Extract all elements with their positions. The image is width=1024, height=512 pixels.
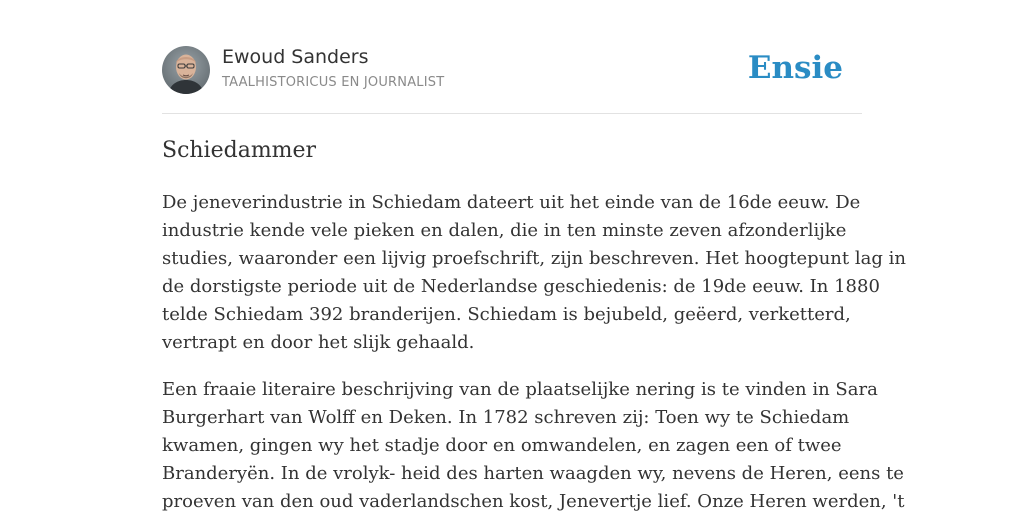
paragraph-line: kwamen, gingen wy het stadje door en omwandelen, en zagen een of twee [162, 435, 842, 456]
paragraph-line: Burgerhart van Wolff en Deken. In 1782 schreven zij: Toen wy te Schiedam [162, 407, 850, 428]
paragraph-line: Branderyën. In de vrolyk- heid des harten waagden wy, nevens de Heren, eens te [162, 463, 904, 484]
paragraph-line: De jeneverindustrie in Schiedam dateert uit het einde van de 16de eeuw. De [162, 192, 861, 213]
paragraph-line: proeven van den oud vaderlandschen kost, Jenevertje lief. Onze Heren werden, 't [162, 491, 905, 512]
paragraph-line: Een fraaie literaire beschrijving van de plaatselijke nering is te vinden in Sara [162, 379, 878, 400]
author-role: TAALHISTORICUS EN JOURNALIST [222, 75, 445, 90]
paragraph-line: de dorstigste periode uit de Nederlandse geschiedenis: de 19de eeuw. In 1880 [162, 276, 880, 297]
article-paragraph [162, 376, 905, 512]
portrait-icon [162, 46, 210, 94]
article-header [162, 0, 862, 114]
author-avatar[interactable] [162, 46, 210, 94]
article-card [162, 0, 906, 512]
paragraph-line: studies, waaronder een lijvig proefschrift, zijn beschreven. Het hoogtepunt lag in [162, 248, 906, 269]
article-body [162, 189, 906, 512]
paragraph-line: vertrapt en door het slijk gehaald. [162, 332, 475, 353]
article-paragraph [162, 189, 906, 357]
article-title: Schiedammer [162, 138, 317, 163]
author-name[interactable]: Ewoud Sanders [222, 46, 369, 68]
paragraph-line: industrie kende vele pieken en dalen, die in ten minste zeven afzonderlijke [162, 220, 847, 241]
paragraph-line: telde Schiedam 392 branderijen. Schiedam is bejubeld, geëerd, verketterd, [162, 304, 851, 325]
ensie-logo-link[interactable]: Ensie [747, 50, 843, 86]
